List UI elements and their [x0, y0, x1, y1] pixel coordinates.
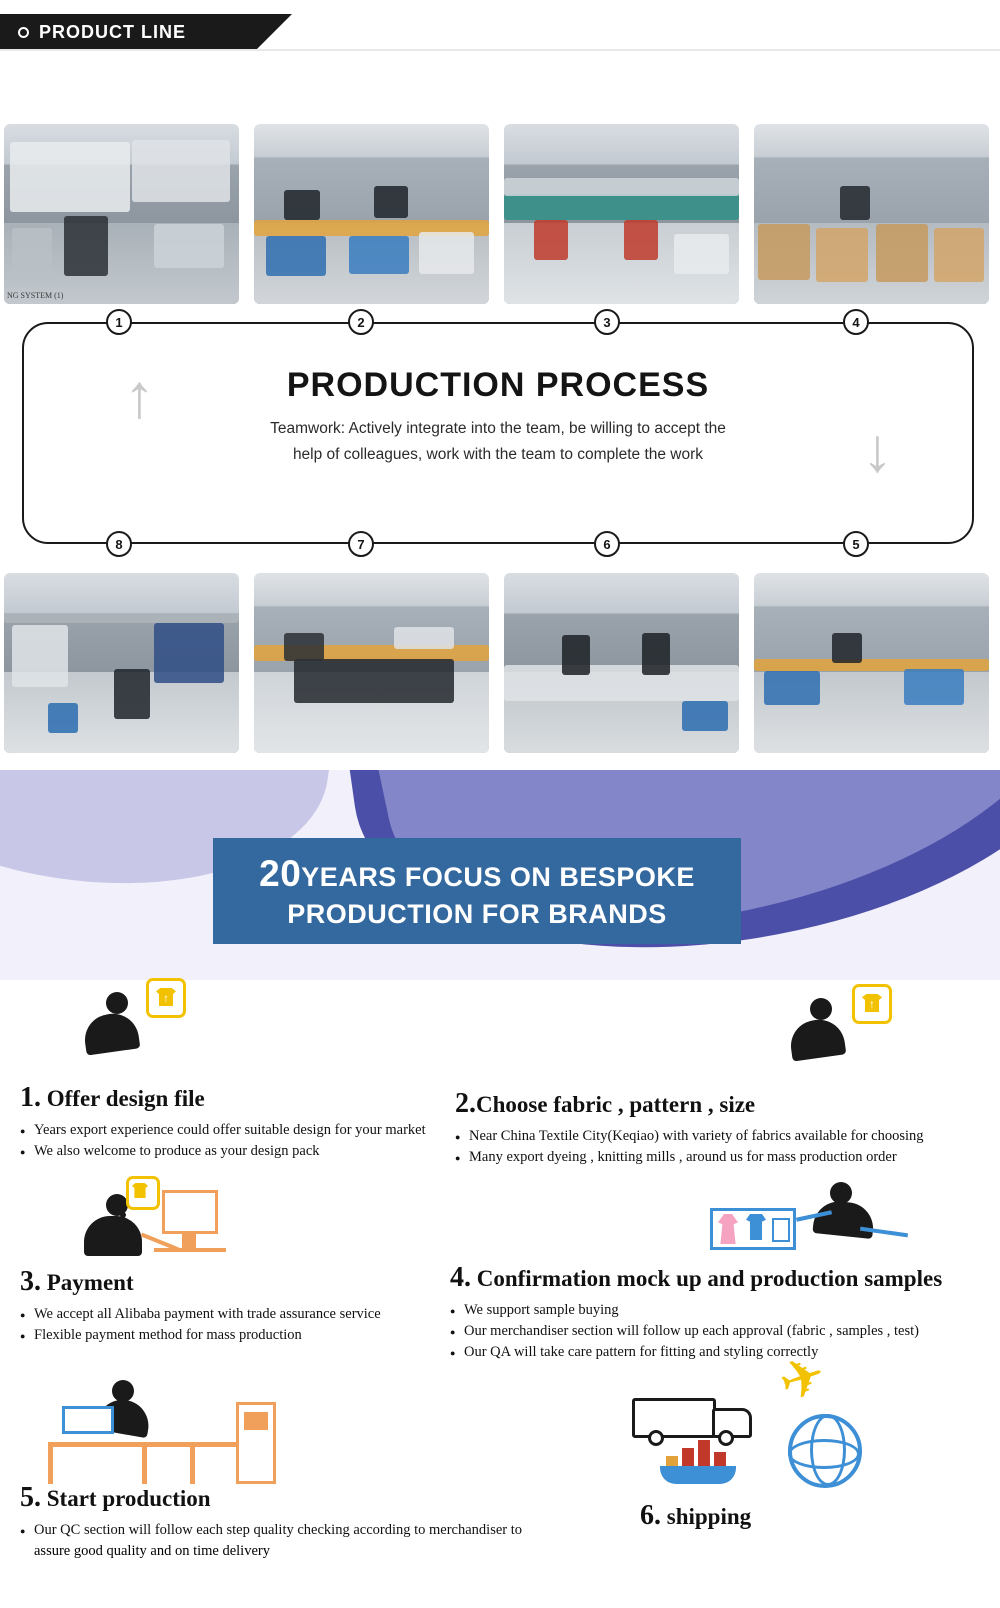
photo-caption: NG SYSTEM (1): [7, 291, 64, 300]
years-banner: [213, 838, 741, 944]
years-banner-line1: [259, 853, 695, 895]
process-step-4: 4: [843, 309, 869, 335]
process-description: Teamwork: Actively integrate into the team, be willing to accept the help of colleagues, work with the team to complete the work: [270, 420, 726, 463]
photo-hanger-conveyor-line: [4, 573, 239, 753]
circle-icon: [18, 27, 29, 38]
gallery-bottom: [0, 573, 1000, 753]
step-2-bullet-2: ● Many export dyeing , knitting mills , around us for mass production order: [455, 1147, 985, 1168]
page-title: PRODUCT LINE: [39, 21, 186, 42]
process-step-6: 6: [594, 531, 620, 557]
photo-automatic-cutting-machine: [254, 573, 489, 753]
process-step-7: 7: [348, 531, 374, 557]
step-4-bullet-2: ● Our merchandiser section will follow up each approval (fabric , samples , test): [450, 1321, 990, 1342]
step-5-bullet-1: ● Our QC section will follow each step quality checking according to merchandiser to: [20, 1520, 580, 1541]
step-4-bullet-1: ● We support sample buying: [450, 1300, 990, 1321]
step-1-bullet-2: ● We also welcome to produce as your design pack: [20, 1141, 440, 1162]
photo-fabric-spreading-table: [504, 573, 739, 753]
photo-embroidery-machines: [504, 124, 739, 304]
step-2-title: 2.Choose fabric , pattern , size: [455, 1088, 756, 1119]
step-6: [640, 1500, 960, 1538]
process-step-1: 1: [106, 309, 132, 335]
years-number: 20: [259, 852, 302, 894]
person-fabric-icon: ↑: [768, 996, 908, 1076]
step-5: [20, 1482, 580, 1562]
section-header: [0, 14, 256, 50]
process-step-5: 5: [843, 531, 869, 557]
step-5-bullet-1-tail: assure good quality and on time delivery: [34, 1543, 270, 1559]
arrow-down-icon: ↓: [862, 416, 893, 485]
years-banner-line2: PRODUCTION FOR BRANDS: [287, 898, 667, 929]
step-3-bullet-2: ● Flexible payment method for mass production: [20, 1325, 440, 1346]
ship-icon: [660, 1466, 736, 1484]
production-process-box: [22, 322, 974, 544]
photo-garment-hanging-system: [4, 124, 239, 304]
person-design-icon: ↑: [48, 990, 188, 1070]
process-step-3: 3: [594, 309, 620, 335]
step-4-bullet-3: ● Our QA will take care pattern for fitting and styling correctly: [450, 1342, 990, 1363]
step-5-title: 5. Start production: [20, 1482, 211, 1513]
photo-packing-carton-area: [754, 124, 989, 304]
process-title: PRODUCTION PROCESS: [286, 366, 710, 404]
person-computer-icon: [70, 1178, 230, 1264]
process-step-8: 8: [106, 531, 132, 557]
step-2: [455, 1088, 985, 1168]
years-text: YEARS FOCUS ON BESPOKE: [301, 861, 695, 892]
globe-icon: [788, 1414, 862, 1488]
gallery-top: [0, 124, 1000, 304]
arrow-up-icon: ↑: [124, 362, 155, 431]
step-3-bullet-1: ● We accept all Alibaba payment with trade assurance service: [20, 1304, 440, 1325]
header-divider: [0, 49, 1000, 51]
step-4: [450, 1262, 990, 1363]
photo-sewing-floor-overview: [754, 573, 989, 753]
photo-sewing-line-workshop: [254, 124, 489, 304]
step-3: [20, 1266, 440, 1346]
cutting-table-icon: [40, 1376, 280, 1486]
step-2-bullet-1: ● Near China Textile City(Keqiao) with variety of fabrics available for choosing: [455, 1126, 985, 1147]
step-1-bullet-1: ● Years export experience could offer suitable design for your market: [20, 1120, 440, 1141]
step-1-title: 1. Offer design file: [20, 1082, 205, 1113]
step-1: [20, 1082, 440, 1162]
process-step-2: 2: [348, 309, 374, 335]
step-4-title: 4. Confirmation mock up and production samples: [450, 1262, 943, 1293]
person-mockup-icon: [710, 1180, 910, 1264]
step-3-title: 3. Payment: [20, 1266, 134, 1297]
step-6-title: 6. shipping: [640, 1500, 752, 1531]
plane-icon: ✈: [771, 1343, 834, 1415]
